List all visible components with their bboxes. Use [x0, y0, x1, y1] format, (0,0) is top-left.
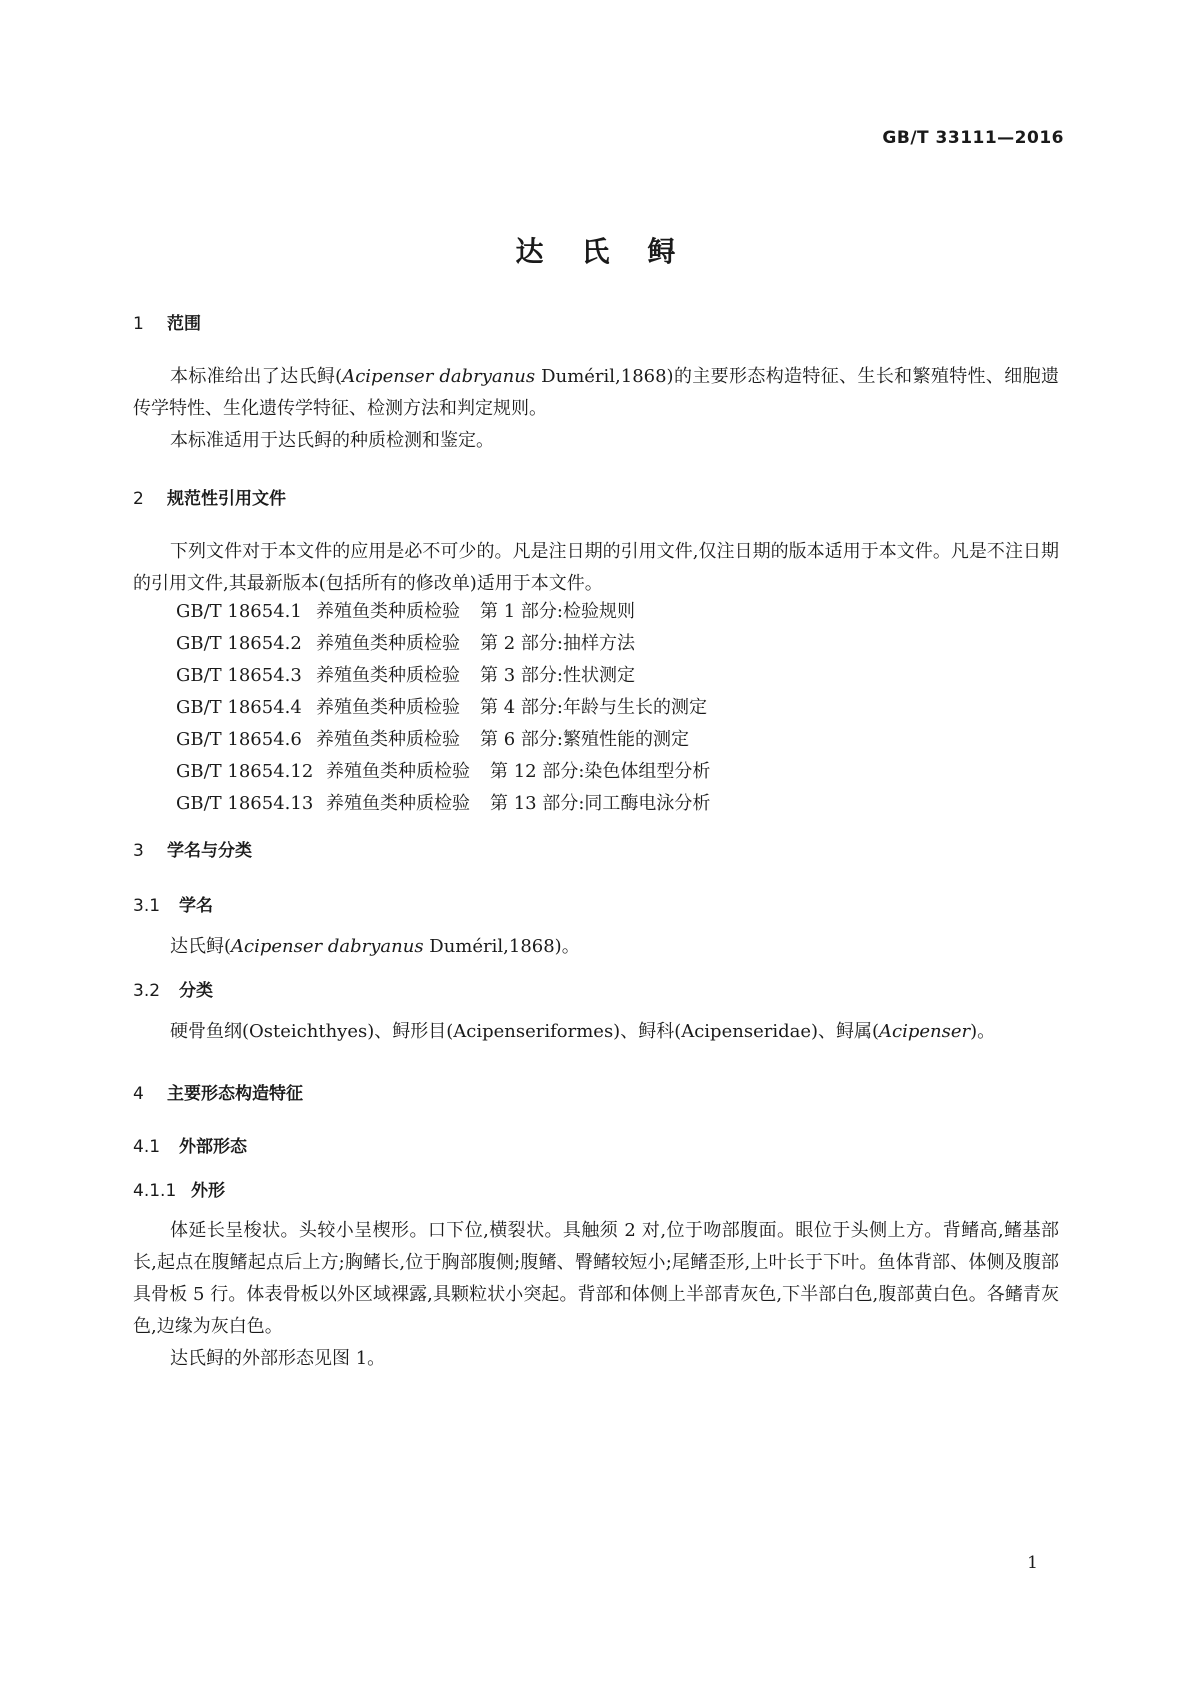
reference-part: 第 13 部分:同工酶电泳分析: [490, 793, 711, 814]
reference-item: [176, 756, 710, 788]
section-3-2-body: [133, 1016, 1059, 1048]
section-title: 外形: [191, 1181, 225, 1201]
document-title: 达氏鲟: [515, 235, 714, 268]
section-number: 4.1.1: [133, 1181, 177, 1201]
reference-item: [176, 628, 710, 660]
section-title: 学名: [179, 896, 213, 916]
section-number: 1: [133, 314, 144, 334]
reference-item: [176, 724, 710, 756]
reference-code: GB/T 18654.13: [176, 793, 314, 814]
reference-title: 养殖鱼类种质检验: [316, 633, 460, 654]
section-title: 外部形态: [179, 1137, 247, 1157]
section-title: 分类: [179, 981, 213, 1001]
scientific-name: Acipenser dabryanus: [342, 366, 536, 387]
section-1-body: [133, 361, 1059, 457]
section-number: 4.1: [133, 1137, 161, 1157]
reference-title: 养殖鱼类种质检验: [316, 697, 460, 718]
paragraph: 下列文件对于本文件的应用是必不可少的。凡是注日期的引用文件,仅注日期的版本适用于本文件。凡是不注日期的引用文件,其最新版本(包括所有的修改单)适用于本文件。: [133, 541, 1059, 594]
paragraph: 体延长呈梭状。头较小呈楔形。口下位,横裂状。具触须 2 对,位于吻部腹面。眼位于头侧上方。背鳍高,鳍基部长,起点在腹鳍起点后上方;胸鳍长,位于胸部腹侧;腹鳍、臀鳍较短小;尾鳍歪形,上叶长于下叶。鱼体背部、体侧及腹部具骨板 5 行。体表骨板以外区域裸露,具颗粒状小突起。背部和体侧上半部青灰色,下半部白色,腹部黄白色。各鳍青灰色,边缘为灰白色。: [133, 1220, 1059, 1337]
section-title: 规范性引用文件: [167, 489, 286, 509]
section-title: 学名与分类: [167, 841, 252, 861]
reference-title: 养殖鱼类种质检验: [326, 793, 470, 814]
reference-item: [176, 660, 710, 692]
text-run: 达氏鲟(: [170, 936, 232, 957]
text-run: 硬骨鱼纲(Osteichthyes)、鲟形目(Acipenseriformes)、鲟科(Acipenseridae)、鲟属(: [170, 1021, 880, 1042]
standard-number: GB/T 33111—2016: [882, 128, 1064, 148]
reference-part: 第 12 部分:染色体组型分析: [490, 761, 711, 782]
reference-item: [176, 596, 710, 628]
text-run: Duméril,1868)的主要形态构造特征、生长和繁殖特性、细胞遗传学特性、生化遗传学特征、检测方法和判定规则。: [133, 366, 1059, 419]
reference-list: [176, 596, 710, 820]
reference-code: GB/T 18654.1: [176, 601, 302, 622]
reference-part: 第 6 部分:繁殖性能的测定: [480, 729, 689, 750]
text-run: 本标准给出了达氏鲟(: [170, 366, 343, 387]
reference-code: GB/T 18654.3: [176, 665, 302, 686]
paragraph: [133, 361, 1059, 425]
section-3-1-body: [133, 931, 1059, 963]
page-number: 1: [1027, 1553, 1038, 1573]
reference-item: [176, 692, 710, 724]
section-number: 3.1: [133, 896, 161, 916]
section-3-heading: [133, 836, 252, 861]
section-1-heading: [133, 309, 201, 334]
reference-title: 养殖鱼类种质检验: [316, 665, 460, 686]
section-3-2-heading: [133, 976, 213, 1001]
section-number: 3.2: [133, 981, 161, 1001]
reference-part: 第 4 部分:年龄与生长的测定: [480, 697, 707, 718]
reference-part: 第 1 部分:检验规则: [480, 601, 635, 622]
reference-title: 养殖鱼类种质检验: [316, 729, 460, 750]
section-4-heading: [133, 1079, 303, 1104]
section-title: 范围: [167, 314, 201, 334]
reference-code: GB/T 18654.2: [176, 633, 302, 654]
section-3-1-heading: [133, 891, 213, 916]
text-run: Duméril,1868)。: [423, 936, 580, 957]
section-4-1-1-heading: [133, 1176, 225, 1201]
reference-title: 养殖鱼类种质检验: [326, 761, 470, 782]
reference-code: GB/T 18654.4: [176, 697, 302, 718]
section-2-heading: [133, 484, 286, 509]
reference-code: GB/T 18654.6: [176, 729, 302, 750]
section-number: 4: [133, 1084, 144, 1104]
paragraph: [133, 1016, 1059, 1048]
section-number: 3: [133, 841, 144, 861]
section-2-body: [133, 536, 1059, 600]
section-title: 主要形态构造特征: [167, 1084, 303, 1104]
paragraph: 达氏鲟的外部形态见图 1。: [170, 1348, 386, 1369]
paragraph: [133, 931, 1059, 963]
reference-title: 养殖鱼类种质检验: [316, 601, 460, 622]
reference-item: [176, 788, 710, 820]
reference-part: 第 3 部分:性状测定: [480, 665, 635, 686]
reference-code: GB/T 18654.12: [176, 761, 314, 782]
section-4-1-heading: [133, 1132, 247, 1157]
section-4-1-1-body: [133, 1215, 1059, 1375]
text-run: )。: [970, 1021, 996, 1042]
section-number: 2: [133, 489, 144, 509]
scientific-name: Acipenser: [879, 1021, 971, 1042]
paragraph: 本标准适用于达氏鲟的种质检测和鉴定。: [170, 430, 494, 451]
reference-part: 第 2 部分:抽样方法: [480, 633, 635, 654]
scientific-name: Acipenser dabryanus: [231, 936, 424, 957]
